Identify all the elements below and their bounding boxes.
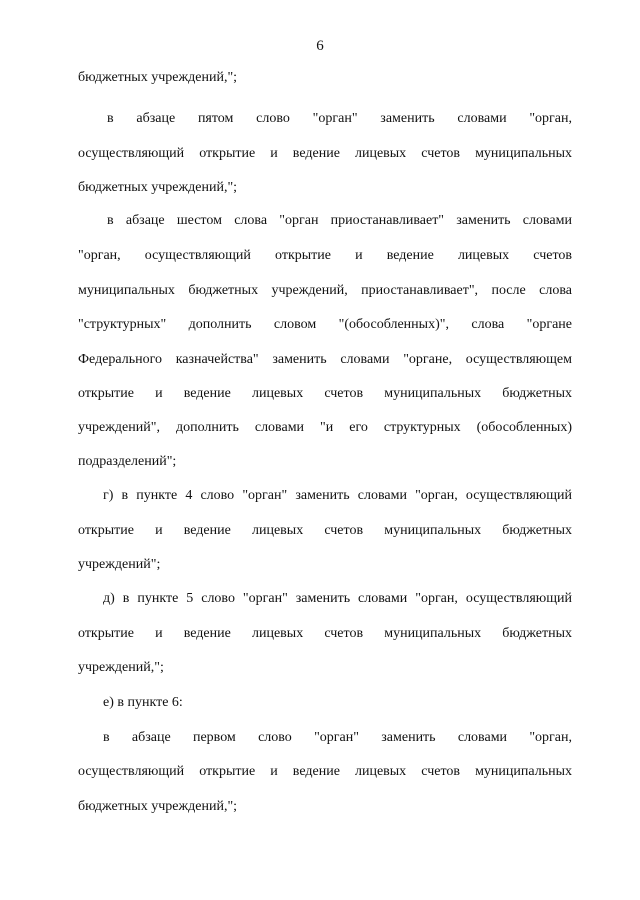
text-line: осуществляющий открытие и ведение лицевых счетов муниципальных	[78, 146, 572, 161]
text-line: подразделений";	[78, 454, 177, 469]
text-line: учреждений", дополнить словами "и его структурных (обособленных)	[78, 420, 572, 435]
text-line: муниципальных бюджетных учреждений, приостанавливает", после слова	[78, 283, 572, 298]
text-line: бюджетных учреждений,";	[78, 799, 238, 814]
text-line: Федерального казначейства" заменить словами "органе, осуществляющем	[78, 352, 572, 367]
text-line: "орган, осуществляющий открытие и ведение лицевых счетов	[78, 248, 572, 263]
text-line: д) в пункте 5 слово "орган" заменить словами "орган, осуществляющий	[103, 591, 572, 606]
text-line: "структурных" дополнить словом "(обособленных)", слова "органе	[78, 317, 572, 332]
text-line: в абзаце пятом слово "орган" заменить словами "орган,	[107, 111, 572, 126]
text-line: е) в пункте 6:	[103, 695, 183, 710]
text-line: г) в пункте 4 слово "орган" заменить словами "орган, осуществляющий	[103, 488, 572, 503]
text-line: открытие и ведение лицевых счетов муниципальных бюджетных	[78, 626, 572, 641]
text-line: бюджетных учреждений,";	[78, 180, 238, 195]
page-number: 6	[316, 38, 324, 54]
text-line: в абзаце первом слово "орган" заменить словами "орган,	[103, 730, 572, 745]
text-line: осуществляющий открытие и ведение лицевых счетов муниципальных	[78, 764, 572, 779]
text-line: в абзаце шестом слова "орган приостанавливает" заменить словами	[107, 213, 572, 228]
text-line: учреждений";	[78, 557, 161, 572]
text-line: учреждений,";	[78, 660, 164, 675]
text-line: открытие и ведение лицевых счетов муниципальных бюджетных	[78, 386, 572, 401]
text-line: бюджетных учреждений,";	[78, 70, 238, 85]
text-line: открытие и ведение лицевых счетов муниципальных бюджетных	[78, 523, 572, 538]
